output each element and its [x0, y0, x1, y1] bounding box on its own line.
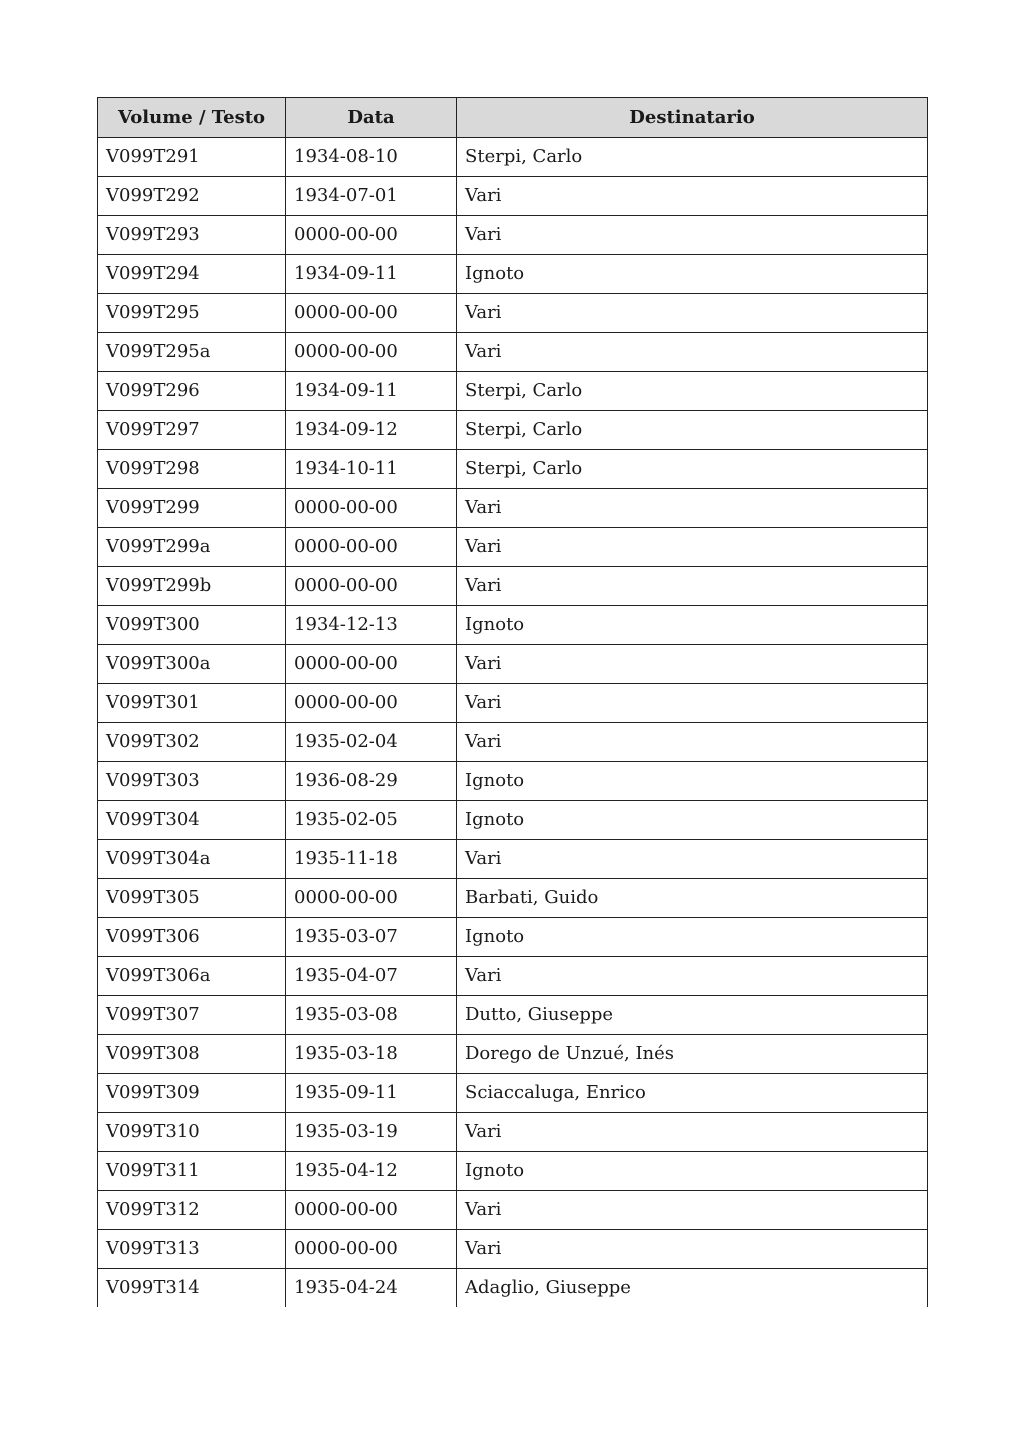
table-row: [98, 489, 928, 528]
cell-recipient: Ignoto: [457, 606, 928, 645]
cell-volume: V099T313: [98, 1230, 286, 1269]
table-row: [98, 957, 928, 996]
cell-date: 1935-04-24: [286, 1269, 457, 1308]
cell-volume: V099T314: [98, 1269, 286, 1308]
table-row: [98, 1269, 928, 1308]
cell-date: 0000-00-00: [286, 645, 457, 684]
cell-volume: V099T304a: [98, 840, 286, 879]
cell-date: 1934-09-11: [286, 372, 457, 411]
cell-recipient: Vari: [457, 177, 928, 216]
cell-volume: V099T302: [98, 723, 286, 762]
table-row: [98, 294, 928, 333]
table-row: [98, 723, 928, 762]
cell-recipient: Vari: [457, 723, 928, 762]
table-row: [98, 216, 928, 255]
cell-volume: V099T292: [98, 177, 286, 216]
cell-date: 1934-08-10: [286, 138, 457, 177]
cell-recipient: Vari: [457, 528, 928, 567]
table-row: [98, 996, 928, 1035]
table-row: [98, 255, 928, 294]
cell-date: 1935-03-08: [286, 996, 457, 1035]
cell-date: 0000-00-00: [286, 333, 457, 372]
cell-date: 0000-00-00: [286, 528, 457, 567]
cell-volume: V099T297: [98, 411, 286, 450]
cell-date: 0000-00-00: [286, 1191, 457, 1230]
cell-recipient: Vari: [457, 216, 928, 255]
cell-recipient: Vari: [457, 684, 928, 723]
table-header-row: [98, 98, 928, 138]
cell-recipient: Sterpi, Carlo: [457, 138, 928, 177]
cell-volume: V099T295: [98, 294, 286, 333]
cell-date: 1934-07-01: [286, 177, 457, 216]
cell-date: 1935-11-18: [286, 840, 457, 879]
table-row: [98, 372, 928, 411]
cell-volume: V099T299b: [98, 567, 286, 606]
cell-date: 0000-00-00: [286, 489, 457, 528]
cell-recipient: Vari: [457, 840, 928, 879]
table-row: [98, 177, 928, 216]
table-row: [98, 528, 928, 567]
table-row: [98, 1113, 928, 1152]
cell-date: 1934-10-11: [286, 450, 457, 489]
cell-volume: V099T310: [98, 1113, 286, 1152]
cell-date: 1935-04-07: [286, 957, 457, 996]
table-row: [98, 1191, 928, 1230]
cell-volume: V099T298: [98, 450, 286, 489]
cell-volume: V099T300a: [98, 645, 286, 684]
table-row: [98, 1035, 928, 1074]
cell-recipient: Ignoto: [457, 255, 928, 294]
cell-recipient: Ignoto: [457, 762, 928, 801]
cell-recipient: Sterpi, Carlo: [457, 372, 928, 411]
cell-recipient: Sterpi, Carlo: [457, 411, 928, 450]
cell-date: 1935-02-05: [286, 801, 457, 840]
cell-recipient: Vari: [457, 294, 928, 333]
cell-recipient: Dutto, Giuseppe: [457, 996, 928, 1035]
cell-volume: V099T306a: [98, 957, 286, 996]
cell-date: 1935-02-04: [286, 723, 457, 762]
table-header: [98, 98, 928, 138]
cell-recipient: Vari: [457, 333, 928, 372]
cell-date: 0000-00-00: [286, 567, 457, 606]
cell-date: 1935-03-19: [286, 1113, 457, 1152]
cell-date: 0000-00-00: [286, 294, 457, 333]
cell-volume: V099T305: [98, 879, 286, 918]
cell-date: 0000-00-00: [286, 684, 457, 723]
table-row: [98, 450, 928, 489]
cell-date: 0000-00-00: [286, 1230, 457, 1269]
table-row: [98, 1230, 928, 1269]
table-row: [98, 645, 928, 684]
table-row: [98, 840, 928, 879]
cell-volume: V099T295a: [98, 333, 286, 372]
cell-volume: V099T291: [98, 138, 286, 177]
cell-recipient: Sterpi, Carlo: [457, 450, 928, 489]
cell-recipient: Ignoto: [457, 918, 928, 957]
table-row: [98, 1152, 928, 1191]
column-header-recipient: Destinatario: [457, 98, 928, 138]
cell-recipient: Vari: [457, 1191, 928, 1230]
table-row: [98, 801, 928, 840]
cell-volume: V099T299a: [98, 528, 286, 567]
table-row: [98, 918, 928, 957]
cell-volume: V099T293: [98, 216, 286, 255]
letters-table-container: [97, 97, 927, 1307]
cell-recipient: Vari: [457, 957, 928, 996]
cell-recipient: Vari: [457, 1113, 928, 1152]
cell-recipient: Vari: [457, 567, 928, 606]
cell-date: 1936-08-29: [286, 762, 457, 801]
table-row: [98, 762, 928, 801]
cell-recipient: Ignoto: [457, 1152, 928, 1191]
cell-volume: V099T309: [98, 1074, 286, 1113]
table-body: [98, 138, 928, 1308]
cell-date: 1935-03-07: [286, 918, 457, 957]
cell-date: 1934-12-13: [286, 606, 457, 645]
column-header-volume: Volume / Testo: [98, 98, 286, 138]
cell-volume: V099T306: [98, 918, 286, 957]
cell-date: 1935-04-12: [286, 1152, 457, 1191]
table-row: [98, 411, 928, 450]
cell-date: 1934-09-12: [286, 411, 457, 450]
letters-table: [97, 97, 928, 1307]
table-row: [98, 333, 928, 372]
cell-volume: V099T308: [98, 1035, 286, 1074]
cell-recipient: Vari: [457, 1230, 928, 1269]
cell-recipient: Dorego de Unzué, Inés: [457, 1035, 928, 1074]
cell-date: 1934-09-11: [286, 255, 457, 294]
cell-recipient: Sciaccaluga, Enrico: [457, 1074, 928, 1113]
cell-volume: V099T304: [98, 801, 286, 840]
cell-date: 0000-00-00: [286, 879, 457, 918]
cell-volume: V099T312: [98, 1191, 286, 1230]
cell-volume: V099T299: [98, 489, 286, 528]
cell-volume: V099T300: [98, 606, 286, 645]
cell-recipient: Vari: [457, 645, 928, 684]
cell-volume: V099T307: [98, 996, 286, 1035]
table-row: [98, 567, 928, 606]
cell-recipient: Barbati, Guido: [457, 879, 928, 918]
cell-volume: V099T296: [98, 372, 286, 411]
cell-volume: V099T311: [98, 1152, 286, 1191]
cell-volume: V099T301: [98, 684, 286, 723]
cell-recipient: Ignoto: [457, 801, 928, 840]
column-header-date: Data: [286, 98, 457, 138]
table-row: [98, 1074, 928, 1113]
table-row: [98, 684, 928, 723]
cell-date: 1935-03-18: [286, 1035, 457, 1074]
cell-date: 1935-09-11: [286, 1074, 457, 1113]
table-row: [98, 606, 928, 645]
cell-volume: V099T303: [98, 762, 286, 801]
cell-recipient: Adaglio, Giuseppe: [457, 1269, 928, 1308]
table-row: [98, 138, 928, 177]
cell-recipient: Vari: [457, 489, 928, 528]
cell-date: 0000-00-00: [286, 216, 457, 255]
cell-volume: V099T294: [98, 255, 286, 294]
table-row: [98, 879, 928, 918]
